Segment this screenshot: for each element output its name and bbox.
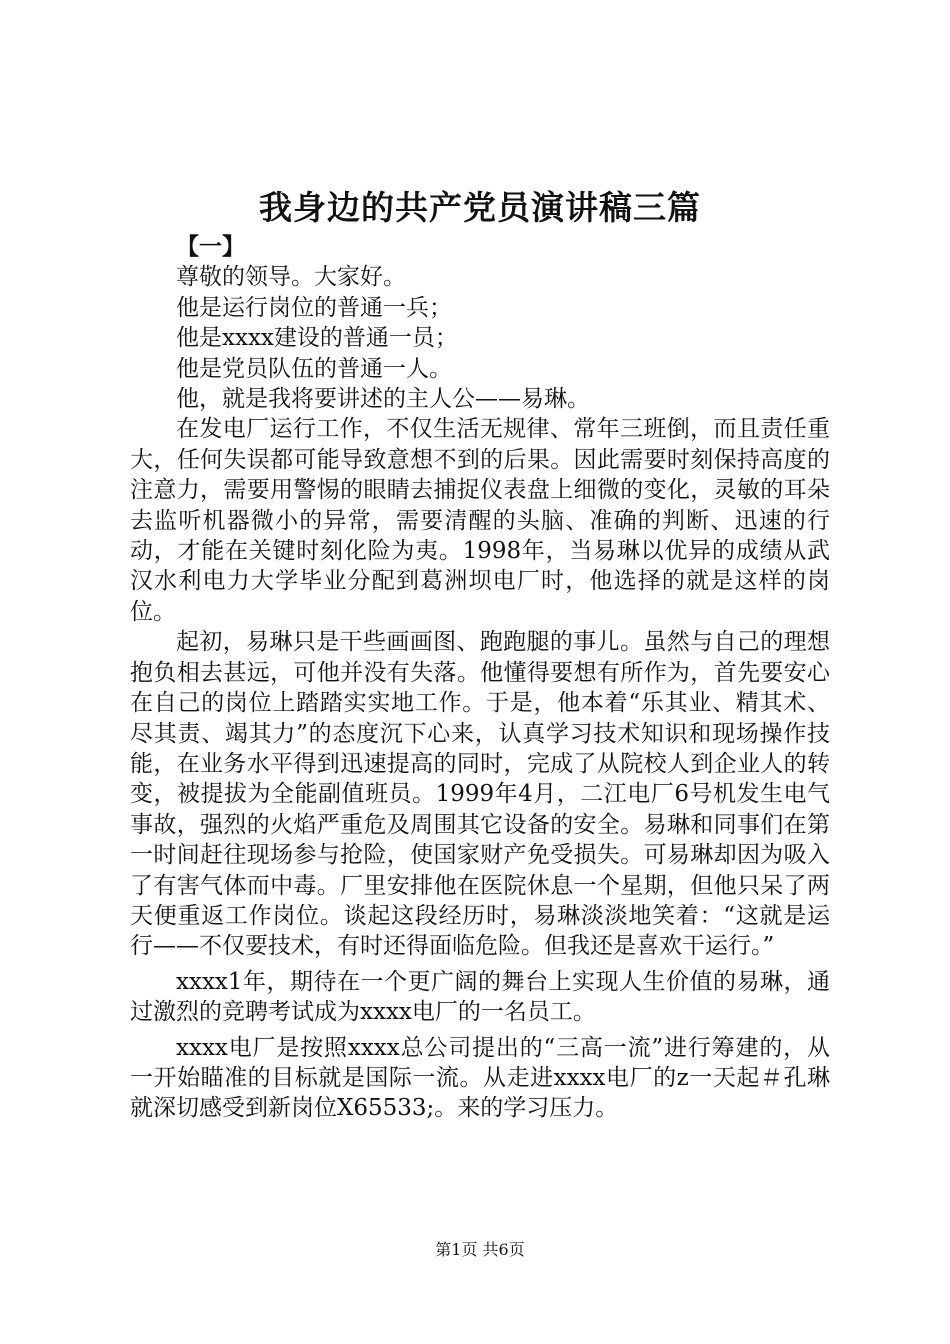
section-label: 【一】 — [176, 234, 245, 260]
paragraph-line-1: 他是运行岗位的普通一兵； — [176, 294, 452, 321]
paragraph-greeting: 尊敬的领导。大家好。 — [176, 264, 406, 291]
paragraph-intro: 他，就是我将要讲述的主人公——易琳。 — [176, 386, 590, 413]
paragraph-work: 在发电厂运行工作，不仅生活无规律、常年三班倒，而且责任重大，任何失误都可能导致意想不到的后果。因此需要时刻保持高度的注意力，需要用警惕的眼睛去捕捉仪表盘上细微的变化，灵敏的耳朵去监听机器微小的异常，需要清醒的头脑、准确的判断、迅速的行动，才能在关键时刻化险为夷。1998年，当易琳以优异的成绩从武汉水利电力大学毕业分配到葛洲坝电厂时，他选择的就是这样的岗位。 — [130, 416, 830, 625]
document-page — [130, 0, 830, 1344]
page-footer: 第1页 共6页 — [435, 1240, 525, 1259]
paragraph-line-2: 他是xxxx建设的普通一员； — [176, 325, 458, 352]
paragraph-line-3: 他是党员队伍的普通一人。 — [176, 355, 452, 382]
paragraph-career: 起初，易琳只是干些画画图、跑跑腿的事儿。虽然与自己的理想抱负相去甚远，可他并没有失落。他懂得要想有所作为，首先要安心在自己的岗位上踏踏实实地工作。于是，他本着“乐其业、精其术、尽其责、竭其力”的态度沉下心来，认真学习技术知识和现场操作技能，在业务水平得到迅速提高的同时，完成了从院校人到企业人的转变，被提拔为全能副值班员。1999年4月，二江电厂6号机发生电气事故，强烈的火焰严重危及周围其它设备的安全。易琳和同事们在第一时间赶往现场参与抢险，使国家财产免受损失。可易琳却因为吸入了有害气体而中毒。厂里安排他在医院休息一个星期，但他只呆了两天便重返工作岗位。谈起这段经历时，易琳淡淡地笑着：“这就是运行——不仅要技术，有时还得面临危险。但我还是喜欢干运行。” — [130, 629, 830, 960]
paragraph-new-plant: xxxx电厂是按照xxxx总公司提出的“三高一流”进行筹建的，从一开始瞄准的目标就是国际一流。从走进xxxx电厂的z一天起＃孔琳就深切感受到新岗位X65533;。来的学习压力。 — [130, 1034, 830, 1122]
document-body — [130, 232, 830, 1124]
document-title: 我身边的共产党员演讲稿三篇 — [259, 188, 701, 227]
paragraph-transfer: xxxx1年，期待在一个更广阔的舞台上实现人生价值的易琳，通过激烈的竞聘考试成为xxxx电厂的一名员工。 — [130, 968, 830, 1026]
